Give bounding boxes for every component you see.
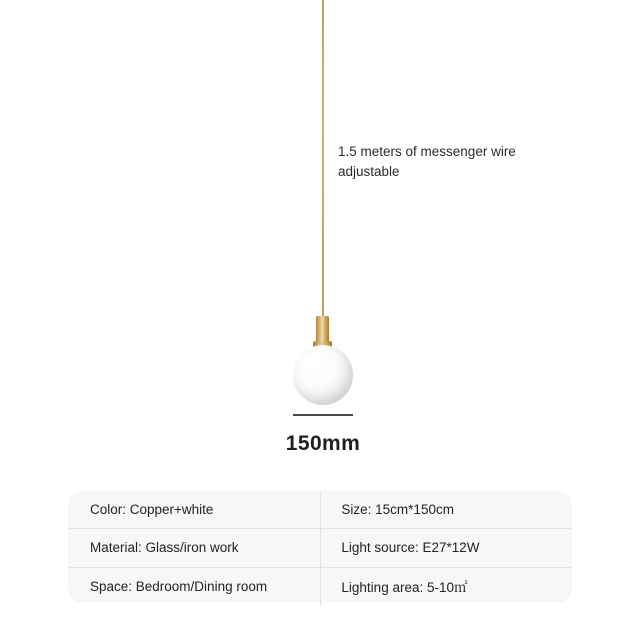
specification-table [68, 491, 572, 605]
spec-lighting-area: Lighting area: 5-10㎡ [341, 580, 468, 596]
diameter-measure-label: 150mm [285, 432, 361, 455]
pendant-wire [322, 0, 324, 318]
glass-globe-shade [293, 345, 353, 405]
globe-highlight [305, 354, 321, 365]
wire-length-note: 1.5 meters of messenger wire adjustable [338, 144, 516, 179]
spec-light-source: Light source: E27*12W [321, 529, 572, 567]
spec-size: Size: 15cm*150cm [321, 491, 572, 529]
table-row [68, 567, 572, 605]
spec-color: Color: Copper+white [68, 491, 321, 529]
specification-card [68, 491, 572, 603]
table-row [68, 529, 572, 567]
diameter-measure-line [293, 414, 353, 416]
spec-space: Space: Bedroom/Dining room [68, 567, 321, 605]
table-row [68, 491, 572, 529]
spec-material: Material: Glass/iron work [68, 529, 321, 567]
